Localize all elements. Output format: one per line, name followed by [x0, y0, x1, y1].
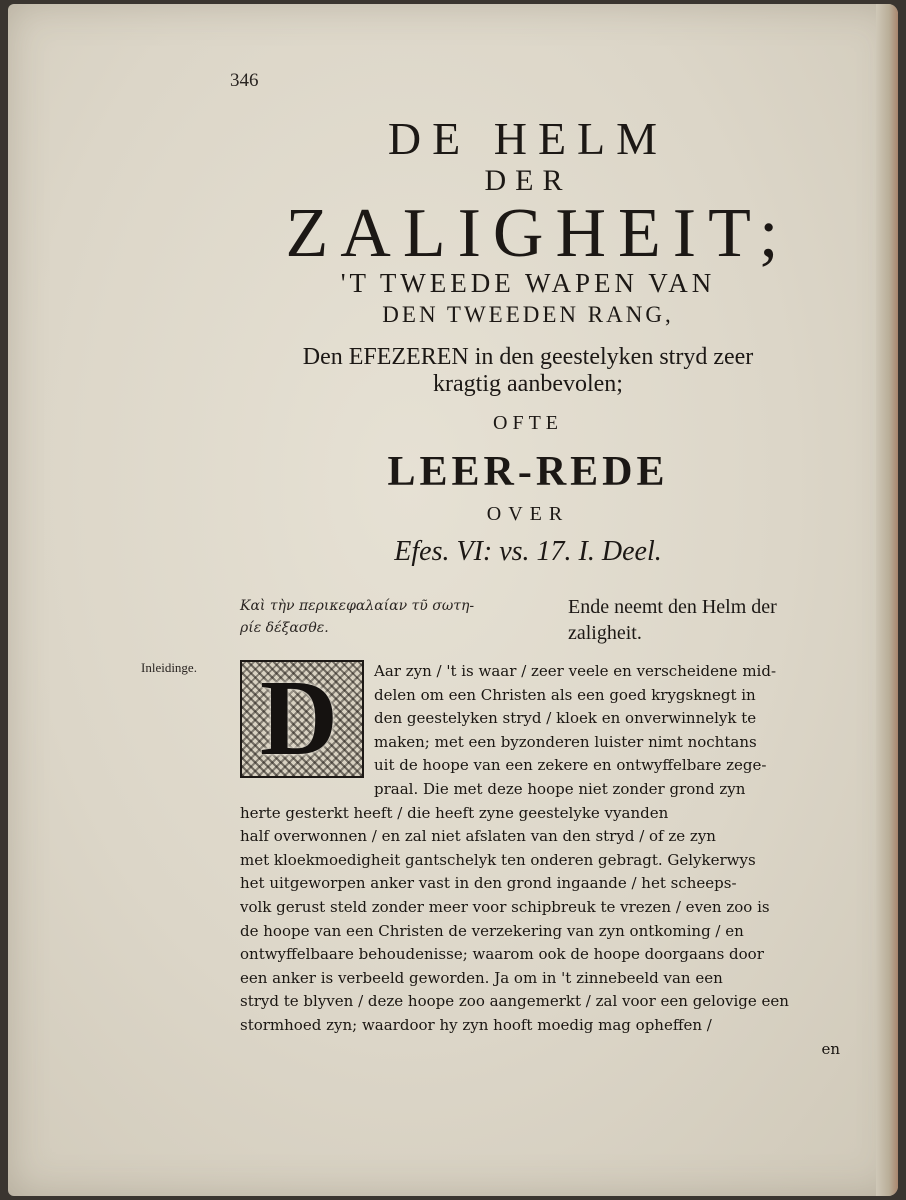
greek-epigraph-line: ρίε δέξασθε. — [240, 620, 329, 636]
greek-epigraph — [240, 595, 550, 639]
page-number: 346 — [230, 70, 259, 91]
title-line-7: kragtig aanbevolen; — [433, 371, 623, 397]
body-line: maken; met een byzonderen luister nimt nochtans — [374, 732, 757, 751]
body-line: een anker is verbeeld geworden. Ja om in 't zinnebeeld van een — [240, 968, 723, 987]
margin-note: Inleidinge. — [141, 660, 197, 675]
body-line: herte gesterkt heeft / die heeft zyne geestelyke vyanden — [240, 803, 669, 822]
title-line-6: Den EFEZEREN in den geestelyken stryd zeer — [302, 344, 754, 370]
body-line: Aar zyn / 't is waar / zeer veele en verscheidene mid- — [374, 662, 777, 680]
body-line: en — [821, 1039, 840, 1058]
greek-epigraph-line: Καὶ τὴν περικεφαλαίαν τῦ σωτη- — [240, 598, 475, 614]
body-line: volk gerust steld zonder meer voor schipbreuk te vrezen / even zoo is — [240, 897, 770, 916]
dutch-epigraph — [568, 594, 858, 646]
body-line: den geestelyken stryd / kloek en onverwinnelyk te — [374, 709, 757, 728]
body-line: praal. Die met deze hoope niet zonder grond zyn — [374, 779, 746, 798]
body-line: de hoope van een Christen de verzekering van zyn ontkoming / en — [240, 921, 744, 940]
body-line: half overwonnen / en zal niet afslaten van den stryd / of ze zyn — [240, 827, 716, 846]
body-line: stormhoed zyn; waardoor hy zyn hooft moedig mag opheffen / — [240, 1015, 712, 1034]
body-line: stryd te blyven / deze hoope zoo aangemerkt / zal voor een gelovige een — [240, 992, 789, 1011]
body-text — [240, 660, 840, 1061]
title-line-9: LEER-REDE — [387, 449, 669, 495]
title-line-11: Efes. VI: vs. 17. I. Deel. — [394, 536, 662, 567]
title-line-10: OVER — [486, 503, 570, 525]
drop-cap-letter: D — [260, 659, 338, 778]
book-spine — [876, 4, 898, 1196]
dutch-epigraph-line: zaligheit. — [568, 622, 642, 644]
title-line-1: DE HELM — [387, 113, 669, 164]
body-line: ontwyffelbaare behoudenisse; waarom ook de hoope doorgaans door — [240, 945, 764, 964]
body-line: met kloekmoedigheit gantschelyk ten onderen gebragt. Gelykerwys — [240, 850, 756, 869]
title-line-3: ZALIGHEIT; — [285, 195, 791, 272]
body-line: het uitgeworpen anker vast in den grond ingaande / het scheeps- — [240, 874, 737, 893]
title-line-4: 'T TWEEDE WAPEN VAN — [340, 268, 716, 298]
body-line: uit de hoope van een zekere en ontwyffelbare zege- — [374, 756, 767, 775]
book-page — [8, 4, 898, 1196]
title-line-8: OFTE — [493, 412, 563, 434]
dutch-epigraph-line: Ende neemt den Helm der — [568, 596, 777, 618]
title-line-5: DEN TWEEDEN RANG, — [382, 302, 674, 327]
title-line-2: DER — [484, 164, 572, 197]
body-line: delen om een Christen als een goed krygsknegt in — [374, 685, 756, 704]
